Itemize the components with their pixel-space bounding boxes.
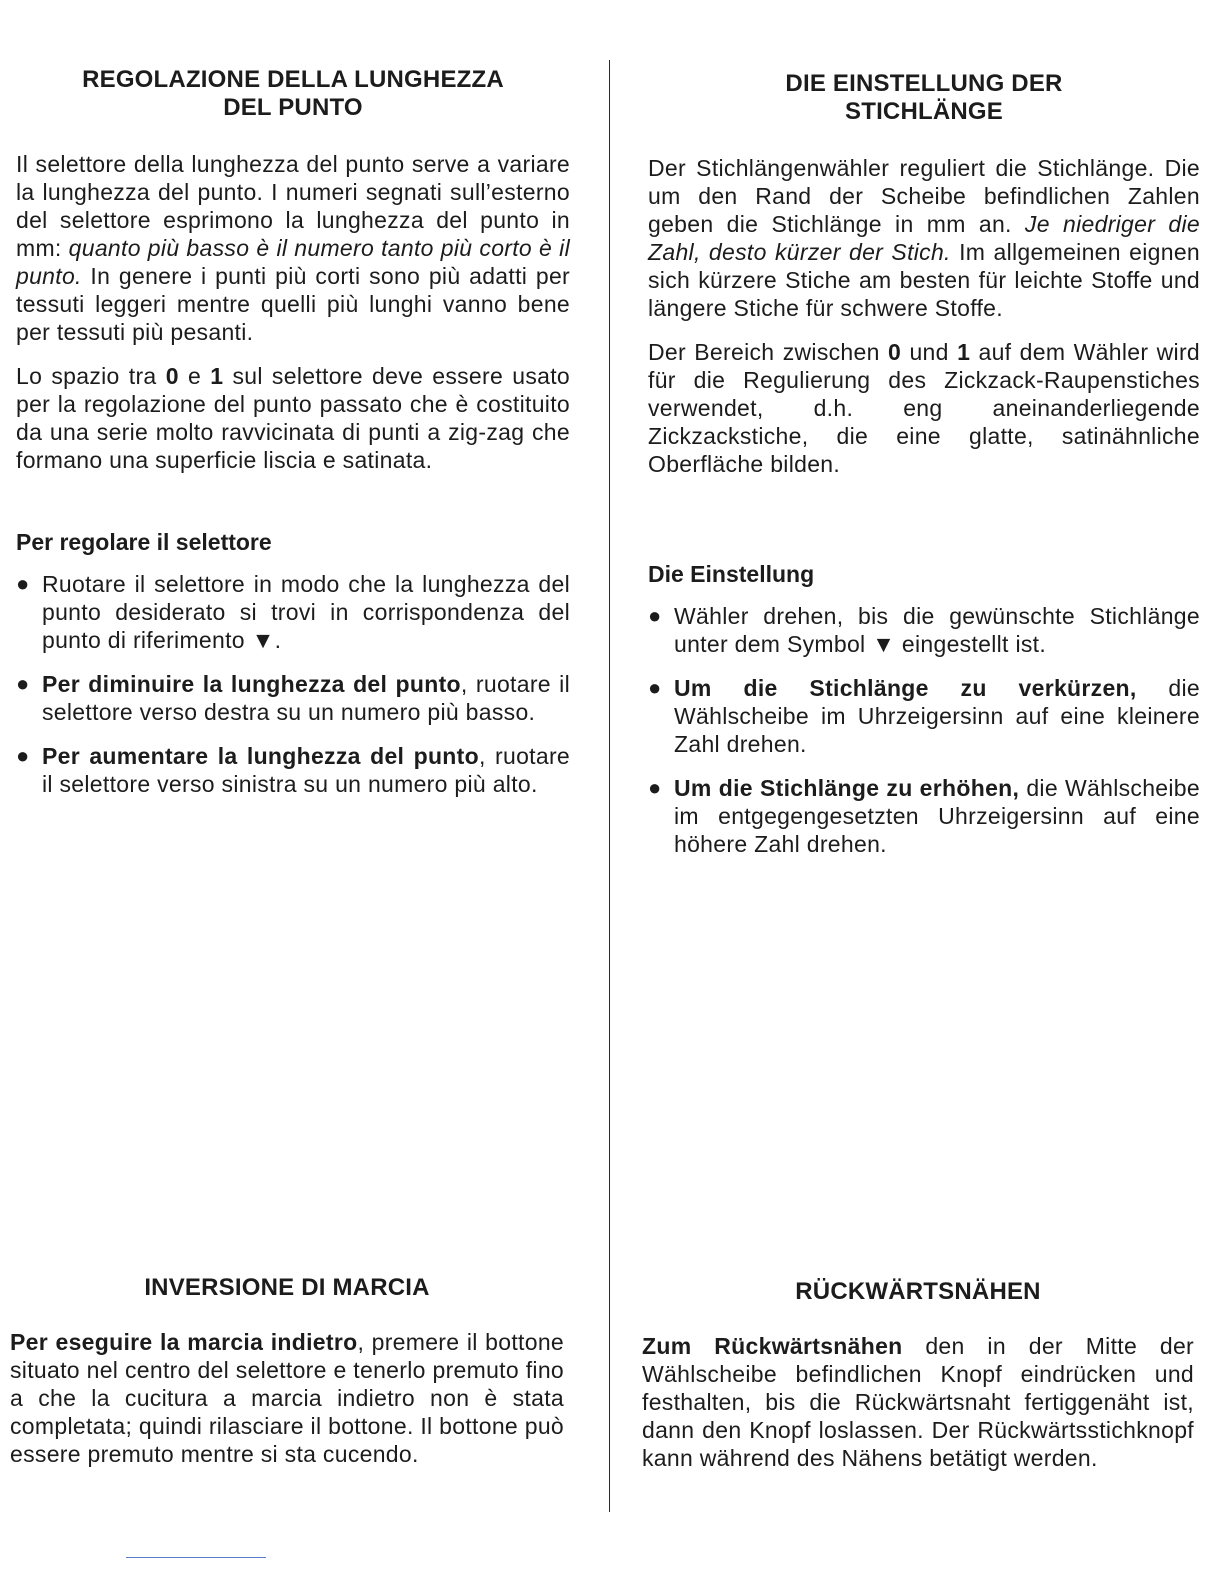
german-bullet-list xyxy=(648,602,1200,858)
german-subheading: Die Einstellung xyxy=(648,561,815,587)
german-reverse-paragraph: Zum Rückwärtsnähen den in der Mitte der Wählscheibe befindlichen Knopf eindrücken und festhalten, bis die Rückwärtsnaht fertiggenäht ist, dann den Knopf loslassen. Der Rückwärtsstichknopf kann während des Nähens betätigt werden. xyxy=(642,1333,1194,1471)
italian-stitch-length-section xyxy=(16,66,570,798)
italian-paragraph-2: Lo spazio tra 0 e 1 sul selettore deve essere usato per la regolazione del punto passato che è costituito da una serie molto ravvicinata di punti a zig-zag che formano una superficie liscia e satinata. xyxy=(16,363,571,473)
italian-bullet-1: ● Ruotare il selettore in modo che la lunghezza del punto desiderato si trovi in corrispondenza del punto di riferimento ▼. xyxy=(16,571,570,653)
bullet-dot-icon: ● xyxy=(16,743,30,768)
german-bullet-2: ● Um die Stichlänge zu verkürzen, die Wählscheibe im Uhrzeigersinn auf eine kleinere Zahl drehen. xyxy=(648,675,1200,757)
italian-bullet-3: ● Per aumentare la lunghezza del punto, ruotare il selettore verso sinistra su un numero più alto. xyxy=(16,743,570,797)
bullet-dot-icon: ● xyxy=(648,775,662,800)
italian-reverse-section xyxy=(10,1274,564,1468)
italian-reverse-paragraph: Per eseguire la marcia indietro, premere il bottone situato nel centro del selettore e tenerlo premuto fino a che la cucitura a marcia indietro non è stata completata; quindi rilasciare il bottone. Il bottone può essere premuto mentre si sta cucendo. xyxy=(10,1329,564,1467)
german-paragraph-1: Der Stichlängenwähler reguliert die Stichlänge. Die um den Rand der Scheibe befindlichen Zahlen geben die Stichlänge in mm an. Je niedriger die Zahl, desto kürzer der Stich. Im allgemeinen eignen sich kürzere Stiche am besten für leichte Stoffe und längere Stiche für schwere Stoffe. xyxy=(648,155,1201,321)
italian-subheading: Per regolare il selettore xyxy=(16,529,272,555)
german-reverse-section xyxy=(642,1278,1194,1472)
column-divider-bottom xyxy=(609,800,610,1512)
german-bullet-1: ● Wähler drehen, bis die gewünschte Stichlänge unter dem Symbol ▼ eingestellt ist. xyxy=(648,603,1200,657)
german-paragraph-2: Der Bereich zwischen 0 und 1 auf dem Wähler wird für die Regulierung des Zickzack-Raupenstiches verwendet, d.h. eng aneinanderliegende Zickzackstiche, die eine glatte, satinähnliche Oberfläche bilden. xyxy=(648,339,1201,477)
italian-stitch-length-title: REGOLAZIONE DELLA LUNGHEZZA DEL PUNTO xyxy=(82,66,504,121)
bullet-dot-icon: ● xyxy=(16,671,30,696)
italian-reverse-title: INVERSIONE DI MARCIA xyxy=(144,1274,430,1301)
italian-bullet-list xyxy=(16,570,570,798)
german-bullet-3: ● Um die Stichlänge zu erhöhen, die Wählscheibe im entgegengesetzten Uhrzeigersinn auf eine höhere Zahl drehen. xyxy=(648,775,1200,857)
column-divider-top xyxy=(609,60,610,800)
bullet-dot-icon: ● xyxy=(16,571,30,596)
italian-paragraph-1: Il selettore della lunghezza del punto serve a variare la lunghezza del punto. I numeri segnati sull’esterno del selettore esprimono la lunghezza del punto in mm: quanto più basso è il numero tanto più corto è il punto. In genere i punti più corti sono più adatti per tessuti leggeri mentre quelli più lunghi vanno bene per tessuti più pesanti. xyxy=(16,151,570,345)
bullet-dot-icon: ● xyxy=(648,603,662,628)
german-stitch-length-title: DIE EINSTELLUNG DER STICHLÄNGE xyxy=(785,70,1063,125)
footer-line xyxy=(126,1557,266,1558)
german-stitch-length-section xyxy=(648,70,1200,858)
bullet-dot-icon: ● xyxy=(648,675,662,700)
german-reverse-title: RÜCKWÄRTSNÄHEN xyxy=(795,1278,1041,1305)
italian-bullet-2: ● Per diminuire la lunghezza del punto, ruotare il selettore verso destra su un numero più basso. xyxy=(16,671,570,725)
